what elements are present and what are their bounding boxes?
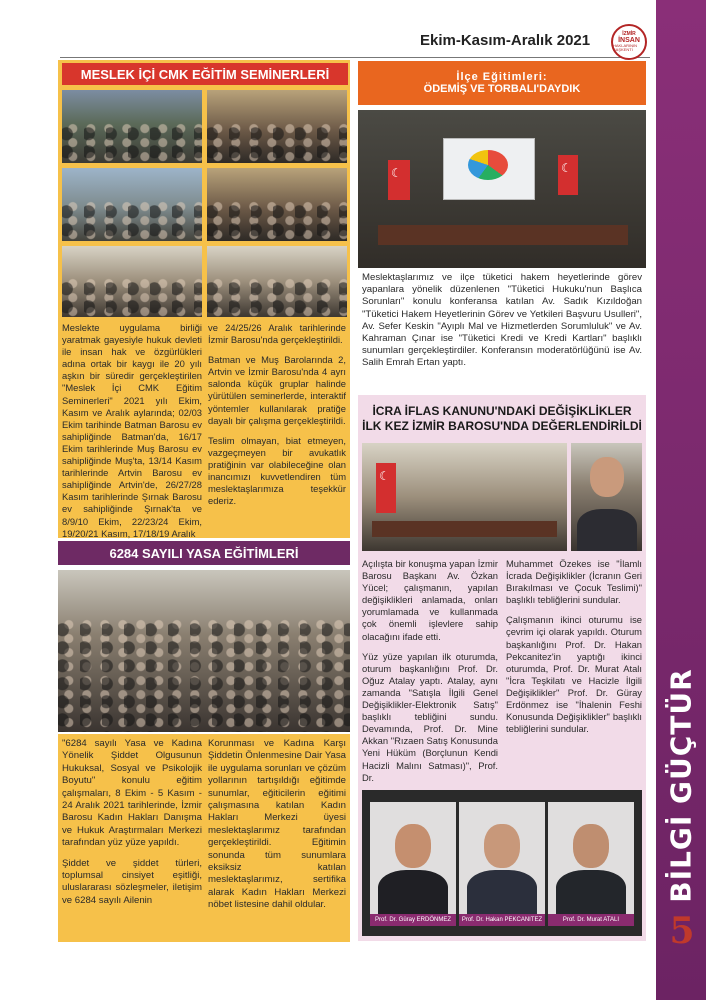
icra-meeting-photo	[362, 443, 567, 551]
cmk-text-col2: ve 24/25/26 Aralık tarihlerinde İzmir Barosu'nda gerçekleştirildi. Batman ve Muş Barolarında 2, Artvin ve İzmir Barosu'nda 4 ayrı salonda küçük gruplar halinde yürütülen seminerlerde, interaktif yöntemler kullanılarak pratiğe dayalı bir çalışma gerçekleştirildi. Teslim olmayan, biat etmeyen, vazgeçmeyen bir avukatlık pratiğinin var olabileceğine olan inancımızı kuvvetlendiren tüm meslektaşlarımıza teşekkür ederiz.	[208, 322, 346, 507]
issue-date: Ekim-Kasım-Aralık 2021	[420, 32, 591, 49]
ilce-text: Meslektaşlarımız ve ilçe tüketici hakem heyetlerinde görev yapanlara yönelik düzenlenen "Tüketici Hukuku'nun Başlıca Sorunları" konulu konferansa katılan Av. Sadık Kızıldoğan "Tüketici Hakem Heyetlerinin Görev ve Yetkileri Başvuru Usulleri", Av. Sefer Keskin "Ayıplı Mal ve Hizmetlerden Sorumluluk" ve Av. Kahraman Çınar ise "Tüketici Kredi ve Kredi Kartları" başlıklı sunumları gerçekleştirdiler. Konferansın moderatörlüğünü ise Av. Salih Emrah Ertan yaptı.	[362, 272, 642, 369]
zoom-tile-atali	[548, 802, 634, 926]
panel-table	[378, 225, 628, 245]
pie-chart-on-screen	[468, 150, 508, 180]
cmk-banner: MESLEK İÇİ CMK EĞİTİM SEMİNERLERİ	[62, 63, 348, 85]
cmk-photo-5	[62, 246, 202, 317]
yasa-text-col2: Korunması ve Kadına Karşı Şiddetin Önlenmesine Dair Yasa ile uygulama sorunları ve çözüm yollarının tartışıldığı eğitimde sunumlar, eğiticilerin eğitimi çalışmasına katılan Kadın Hakları Merkezi üyesi meslektaşlarımız tarafından gerçekleştirildi. Eğitimin sonunda tüm sunumlara eksiksiz katılan meslektaşlarımız, sertifika alarak Kadın Hakları Merkezi nöbet listesine dahil oldular.	[208, 738, 346, 911]
zoom-tile-pekcanitez	[459, 802, 545, 926]
section-title: BİLGİ GÜÇTÜR	[664, 667, 698, 903]
cmk-text-col1: Meslekte uygulama birliği yaratmak gayesiyle hukuk devleti ile insan hak ve özgürlükleri adına ortak bir kaygı ile 20 yılı aşkın bir süredir gerçekleştirilen "Meslek İçi CMK Eğitim Seminerleri" 2021 yılı Ekim, Kasım ve Aralık aylarında; 02/03 Ekim tarihinde Batman Barosu ev sahipliğinde Batman'da, 16/17 Ekim tarihlerinde Muş Barosu ev sahipliğinde Muş'ta, 13/14 Kasım tarihlerinde Artvin Barosu ev sahipliğinde Artvin'de, 26/27/28 Kasım tarihlerinde Şırnak Barosu ev sahipliğinde Şırnak'ta ve 8/9/10 Ekim, 22/23/24 Ekim, 19/20/21 Kasım, 17/18/19 Aralık	[62, 322, 202, 539]
header-divider	[60, 57, 650, 58]
zoom-caption-2: Prof. Dr. Hakan PEKCANITEZ	[459, 914, 545, 926]
cmk-photo-6	[207, 246, 347, 317]
turkish-flag-icra	[376, 463, 396, 513]
yasa-group-photo	[58, 570, 350, 732]
icra-zoom-screenshot	[362, 790, 642, 936]
zoom-caption-3: Prof. Dr. Murat ATALI	[548, 914, 634, 926]
cmk-photo-3	[62, 168, 202, 241]
zoom-caption-1: Prof. Dr. Güray ERDÖNMEZ	[370, 914, 456, 926]
cmk-photo-2	[207, 90, 347, 163]
page-number: 5	[669, 910, 695, 952]
icra-text-col2: Muhammet Özekes ise "İlamlı İcrada Değişiklikler (İcranın Geri Bırakılması ve Çocuk Teslimi)" başlıklı tebliğlerini sundular. Çalışmanın ikinci oturumu ise çevrim içi olarak yapıldı. Oturum başkanlığını Prof. Dr. Hakan Pekcanitez'in yaptığı ikinci oturumda, Prof. Dr. Murat Atalı "İcra Teşkilatı ve Hacizle İlgili Değişiklikler" Prof. Dr. Güray Erdönmez ise "İhalenin Feshi Konusunda Değişiklikler" başlıklı tebliğlerini sundular.	[506, 558, 642, 735]
speaker-face	[590, 457, 624, 497]
turkish-flag-right	[558, 155, 578, 195]
izmir-bar-logo: İZMİR İNSAN HAKLARININ BAŞKENTİ	[611, 24, 647, 60]
turkish-flag-left	[388, 160, 410, 200]
icra-panel-table	[372, 521, 557, 537]
cmk-photo-1	[62, 90, 202, 163]
speaker-suit	[577, 509, 637, 551]
ilce-banner: İlçe Eğitimleri: ÖDEMİŞ VE TORBALI'DAYDIK	[358, 61, 646, 105]
zoom-tile-erdonmez	[370, 802, 456, 926]
ilce-conference-photo	[358, 110, 646, 268]
icra-banner: İCRA İFLAS KANUNU'NDAKİ DEĞİŞİKLİKLER İLK KEZ İZMİR BAROSU'NDA DEĞERLENDİRİLDİ	[362, 400, 642, 438]
yasa-banner: 6284 SAYILI YASA EĞİTİMLERİ	[58, 541, 350, 565]
icra-speaker-photo	[571, 443, 642, 551]
cmk-photo-4	[207, 168, 347, 241]
yasa-text-col1: "6284 sayılı Yasa ve Kadına Yönelik Şiddet Olgusunun Hukuksal, Sosyal ve Psikolojik Boyutu" konulu eğitim çalışmaları, 8 Ekim - 5 Kasım - 24 Aralık 2021 tarihlerinde, İzmir Barosu Kadın Hakları Danışma ve Hukuk Araştırmaları Merkezi tarafından yüz yüze yapıldı. Şiddet ve şiddet türleri, toplumsal cinsiyet eşitliği, uluslararası sözleşmeler, iletişim ve 6284 sayılı Ailenin	[62, 738, 202, 906]
icra-text-col1: Açılışta bir konuşma yapan İzmir Barosu Başkanı Av. Özkan Yücel; çalışmanın, yapılan değişiklikleri anlamada, onları yorumlamada ve kullanmada çok önemli işlevlere sahip olacağını ifade etti. Yüz yüze yapılan ilk oturumda, oturum başkanlığını Prof. Dr. Oğuz Atalay yaptı. Atalay, aynı zamanda "Satışla İlgili Genel Değişiklikler-Elektronik Satış" başlıklı tebliğini sundu. Devamında, Prof. Dr. Mine Akkan "Rızaen Satış Konusunda Yeni Hüküm (Borçlunun Kendi Hacizli Malını Satması)", Prof. Dr.	[362, 558, 498, 783]
